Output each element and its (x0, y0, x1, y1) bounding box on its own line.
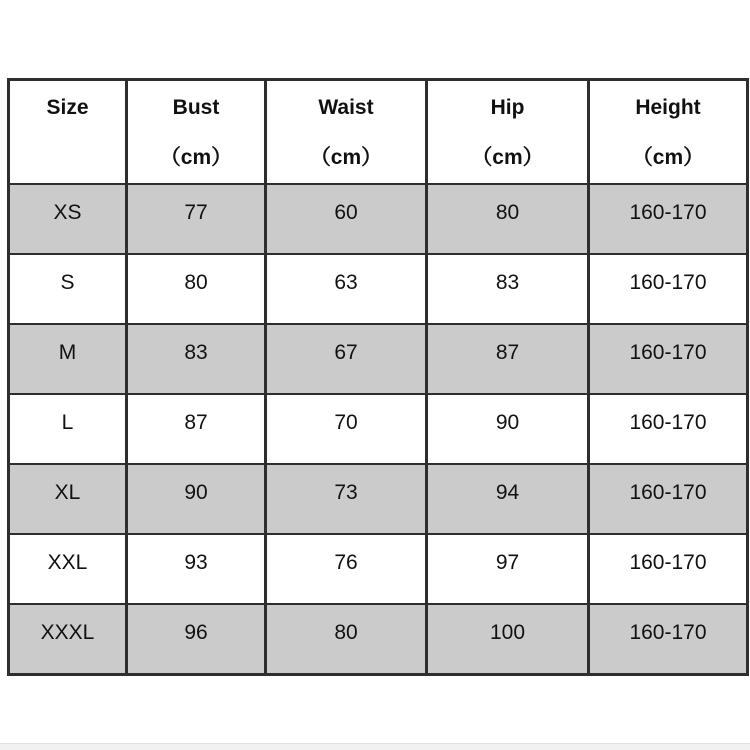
waist-cell: 76 (266, 534, 427, 604)
table-row-xl (9, 464, 748, 534)
bust-cell: 96 (127, 604, 266, 674)
column-header-height (589, 80, 748, 185)
size-cell: XXL (9, 534, 127, 604)
column-label: Waist (318, 96, 374, 119)
column-header-hip (427, 80, 589, 185)
waist-cell: 70 (266, 394, 427, 464)
hip-cell: 80 (427, 184, 589, 254)
height-cell: 160-170 (589, 394, 748, 464)
hip-cell: 97 (427, 534, 589, 604)
waist-cell: 73 (266, 464, 427, 534)
hip-cell: 87 (427, 324, 589, 394)
waist-cell: 67 (266, 324, 427, 394)
height-cell: 160-170 (589, 184, 748, 254)
table-row-l (9, 394, 748, 464)
height-cell: 160-170 (589, 604, 748, 674)
bust-cell: 80 (127, 254, 266, 324)
column-unit: （cm） (631, 146, 705, 169)
column-unit: （cm） (471, 146, 544, 169)
bust-cell: 83 (127, 324, 266, 394)
bust-cell: 87 (127, 394, 266, 464)
column-label: Size (46, 96, 89, 119)
bust-cell: 77 (127, 184, 266, 254)
size-cell: L (9, 394, 127, 464)
size-chart-table (7, 78, 749, 676)
waist-cell: 63 (266, 254, 427, 324)
column-label: Hip (490, 96, 525, 119)
table-row-xs (9, 184, 748, 254)
height-cell: 160-170 (589, 464, 748, 534)
size-cell: XS (9, 184, 127, 254)
hip-cell: 94 (427, 464, 589, 534)
column-header-size (9, 80, 127, 185)
column-header-bust (127, 80, 266, 185)
bottom-strip (0, 743, 750, 750)
bust-cell: 93 (127, 534, 266, 604)
table-row-xxl (9, 534, 748, 604)
height-cell: 160-170 (589, 324, 748, 394)
table-row-m (9, 324, 748, 394)
column-label: Height (635, 96, 701, 119)
size-cell: S (9, 254, 127, 324)
size-cell: M (9, 324, 127, 394)
hip-cell: 90 (427, 394, 589, 464)
column-label: Bust (172, 96, 220, 119)
height-cell: 160-170 (589, 254, 748, 324)
size-cell: XXXL (9, 604, 127, 674)
table-row-xxxl (9, 604, 748, 674)
column-unit: （cm） (309, 146, 383, 169)
size-cell: XL (9, 464, 127, 534)
column-unit: （cm） (159, 146, 233, 169)
table-row-s (9, 254, 748, 324)
hip-cell: 100 (427, 604, 589, 674)
bust-cell: 90 (127, 464, 266, 534)
height-cell: 160-170 (589, 534, 748, 604)
hip-cell: 83 (427, 254, 589, 324)
header-row (9, 80, 748, 185)
column-header-waist (266, 80, 427, 185)
waist-cell: 60 (266, 184, 427, 254)
waist-cell: 80 (266, 604, 427, 674)
